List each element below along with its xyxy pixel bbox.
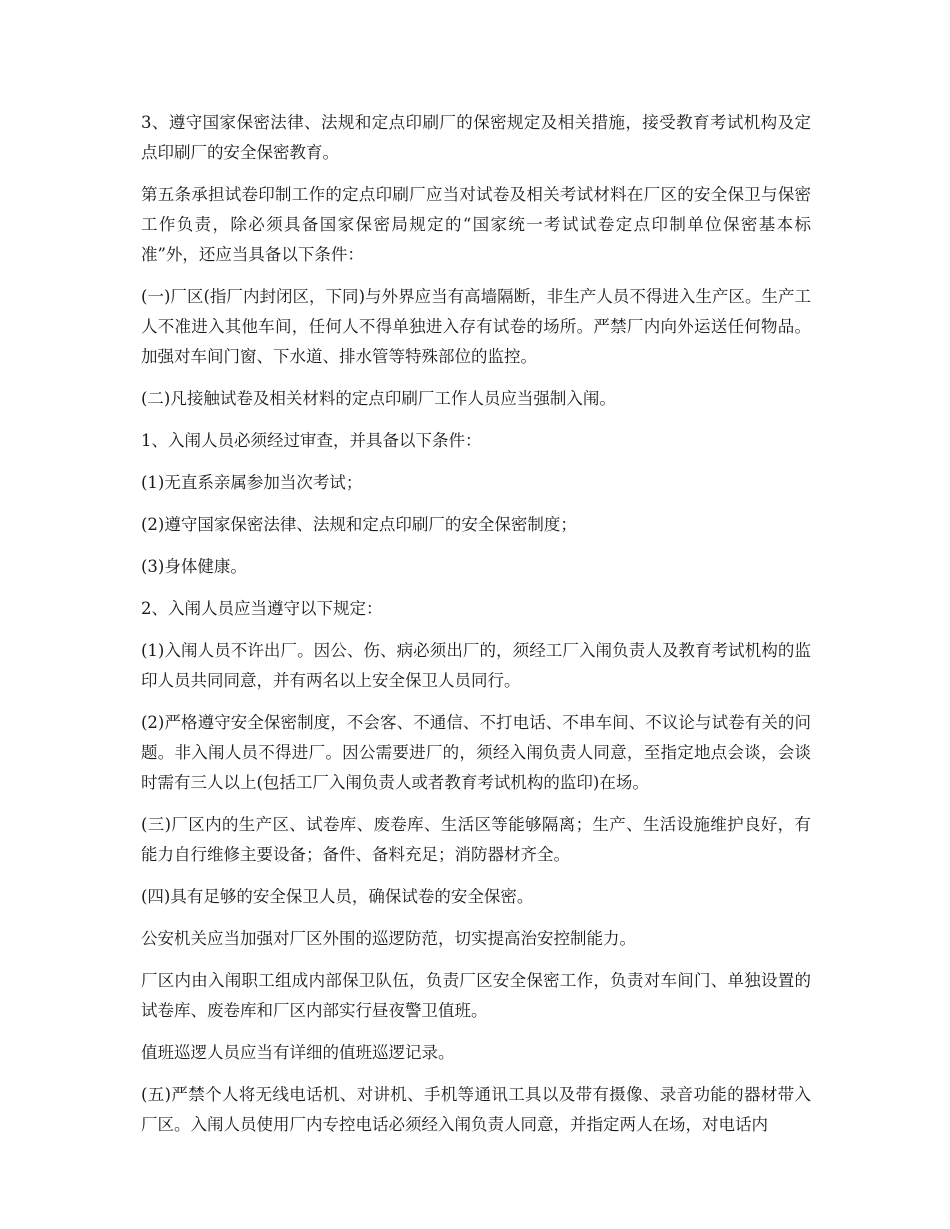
paragraph-patrol-records: 值班巡逻人员应当有详细的值班巡逻记录。	[141, 1043, 455, 1062]
paragraph-enclosure-review: 1、入闱人员必须经过审查，并具备以下条件：	[141, 431, 482, 450]
paragraph-item-2-enclosure: (二)凡接触试卷及相关材料的定点印刷厂工作人员应当强制入闱。	[141, 389, 616, 408]
paragraph-condition-3: (3)身体健康。	[141, 557, 247, 576]
paragraph-item-1-plant-area: (一)厂区(指厂内封闭区，下同)与外界应当有高墙隔断，非生产人员不得进入生产区。生产工人不准进入其他车间，任何人不得单独进入存有试卷的场所。严禁厂内向外运送任何物品。加强对车间门窗、下水道、排水管等特殊部位的监控。	[141, 287, 811, 366]
paragraph-rule-2: (2)严格遵守安全保密制度，不会客、不通信、不打电话、不串车间、不议论与试卷有关的问题。非入闱人员不得进厂。因公需要进厂的，须经入闱负责人同意，至指定地点会谈，会谈时需有三人以上(包括工厂入闱负责人或者教育考试机构的监印)在场。	[141, 713, 811, 792]
paragraph-clause-3-confidentiality-education: 3、遵守国家保密法律、法规和定点印刷厂的保密规定及相关措施，接受教育考试机构及定点印刷厂的安全保密教育。	[141, 113, 811, 162]
paragraph-police-patrol: 公安机关应当加强对厂区外围的巡逻防范，切实提高治安控制能力。	[141, 929, 636, 948]
paragraph-rule-1: (1)入闱人员不许出厂。因公、伤、病必须出厂的，须经工厂入闱负责人及教育考试机构的监印人员共同同意，并有两名以上安全保卫人员同行。	[141, 641, 811, 690]
paragraph-enclosure-rules: 2、入闱人员应当遵守以下规定：	[141, 599, 383, 618]
document-body	[141, 108, 811, 1152]
paragraph-internal-guard: 厂区内由入闱职工组成内部保卫队伍，负责厂区安全保密工作，负责对车间门、单独设置的试卷库、废卷库和厂区内部实行昼夜警卫值班。	[141, 971, 811, 1020]
paragraph-condition-2: (2)遵守国家保密法律、法规和定点印刷厂的安全保密制度；	[141, 515, 577, 534]
paragraph-article-5: 第五条承担试卷印制工作的定点印刷厂应当对试卷及相关考试材料在厂区的安全保卫与保密工作负责，除必须具备国家保密局规定的“国家统一考试试卷定点印制单位保密基本标准”外，还应当具备以下条件：	[141, 185, 811, 264]
paragraph-item-3-areas: (三)厂区内的生产区、试卷库、废卷库、生活区等能够隔离；生产、生活设施维护良好，有能力自行维修主要设备；备件、备料充足；消防器材齐全。	[141, 815, 811, 864]
paragraph-item-5-devices: (五)严禁个人将无线电话机、对讲机、手机等通讯工具以及带有摄像、录音功能的器材带入厂区。入闱人员使用厂内专控电话必须经入闱负责人同意，并指定两人在场，对电话内	[141, 1085, 811, 1134]
paragraph-item-4-security-staff: (四)具有足够的安全保卫人员，确保试卷的安全保密。	[141, 887, 534, 906]
paragraph-condition-1: (1)无直系亲属参加当次考试；	[141, 473, 363, 492]
